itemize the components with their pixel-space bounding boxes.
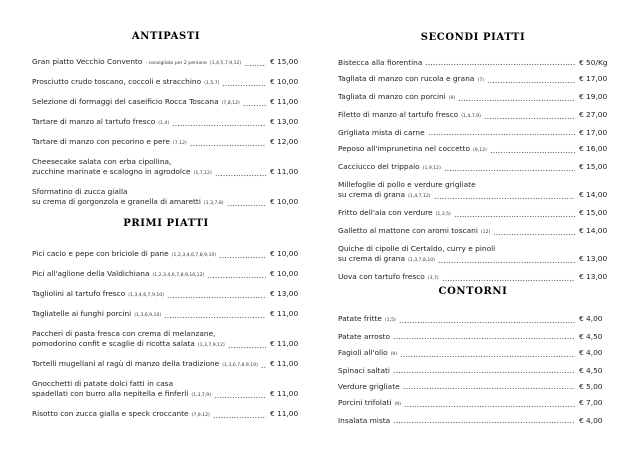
allergen-codes: (9,12) bbox=[472, 148, 487, 153]
dish-price: € 13,00 bbox=[579, 254, 608, 263]
dish-name: Tagliata di manzo con porcini bbox=[338, 92, 446, 101]
menu-item-line bbox=[338, 244, 608, 254]
menu-item bbox=[338, 110, 608, 122]
dot-leader bbox=[458, 96, 575, 102]
allergen-codes: (1,4,7,9) bbox=[461, 114, 481, 119]
dish-price: € 15,00 bbox=[579, 162, 608, 171]
dish-price: € 4,50 bbox=[579, 366, 603, 375]
dish-note: - consigliato per 2 persone bbox=[145, 61, 207, 66]
dish-name: Pici all'aglione della Valdichiana bbox=[32, 269, 150, 278]
menu-item bbox=[32, 157, 300, 179]
section-title-primi: PRIMI PIATTI bbox=[123, 218, 209, 229]
menu-item-line bbox=[32, 329, 300, 339]
menu-item-line bbox=[32, 409, 300, 421]
dish-name: Uova con tartufo fresco bbox=[338, 272, 425, 281]
dish-name: Filetto di manzo al tartufo fresco bbox=[338, 110, 459, 119]
menu-item bbox=[32, 77, 300, 89]
allergen-codes: (1,9,12) bbox=[422, 166, 441, 171]
dish-name: Tagliolini al tartufo fresco bbox=[32, 289, 126, 298]
allergen-codes: (3,7) bbox=[427, 276, 439, 281]
dot-leader bbox=[403, 384, 575, 390]
dish-price: € 19,00 bbox=[579, 92, 608, 101]
menu-item bbox=[338, 398, 608, 410]
contorni-list bbox=[338, 314, 608, 432]
dish-name: Selezione di formaggi del caseificio Rocca Toscana bbox=[32, 97, 219, 106]
menu-item-line bbox=[32, 77, 300, 89]
menu-item bbox=[32, 117, 300, 129]
menu-item bbox=[338, 128, 608, 138]
dish-price: € 12,00 bbox=[270, 137, 299, 146]
dish-name: Patate arrosto bbox=[338, 332, 390, 341]
dish-price: € 15,00 bbox=[579, 208, 608, 217]
menu-item-line bbox=[338, 74, 608, 86]
menu-item-line bbox=[338, 382, 608, 392]
section-title-contorni: CONTORNI bbox=[438, 286, 508, 297]
menu-item-line bbox=[32, 137, 300, 149]
dish-price: € 10,00 bbox=[270, 269, 299, 278]
menu-item bbox=[338, 208, 608, 220]
dish-name: Tartare di manzo al tartufo fresco bbox=[32, 117, 156, 126]
dish-name: Galletto al mattone con aromi toscani bbox=[338, 226, 478, 235]
menu-item-line bbox=[338, 348, 608, 360]
dish-price: € 11,00 bbox=[270, 167, 299, 176]
allergen-codes: (1,4,5,7,9,12) bbox=[209, 61, 242, 66]
menu-item bbox=[338, 366, 608, 376]
dish-name: spadellati con burro alla nepitella e finferli bbox=[32, 389, 189, 398]
dish-name: Tagliatelle ai funghi porcini bbox=[32, 309, 132, 318]
dish-price: € 5,00 bbox=[579, 382, 603, 391]
menu-item bbox=[32, 97, 300, 109]
section-title-antipasti: ANTIPASTI bbox=[131, 31, 201, 42]
dish-price: € 4,00 bbox=[579, 314, 603, 323]
allergen-codes: (7,9,12) bbox=[191, 413, 210, 418]
dish-price: € 11,00 bbox=[270, 409, 299, 418]
menu-item bbox=[338, 58, 608, 68]
dot-leader bbox=[400, 352, 575, 358]
dish-name: Gran piatto Vecchio Convento bbox=[32, 57, 143, 66]
dish-name: Gnocchetti di patate dolci fatti in casa bbox=[32, 379, 174, 388]
dot-leader bbox=[454, 212, 575, 218]
dot-leader bbox=[438, 258, 575, 264]
menu-item-line bbox=[32, 167, 300, 179]
menu-item-line bbox=[32, 289, 300, 301]
allergen-codes: (1,2,3,4,6,7,8,9,10) bbox=[171, 253, 217, 258]
menu-item bbox=[338, 272, 608, 284]
dish-name: Spinaci saltati bbox=[338, 366, 390, 375]
menu-item bbox=[338, 332, 608, 342]
menu-item-line bbox=[32, 309, 300, 321]
dish-name: Cacciucco del trippaio bbox=[338, 162, 420, 171]
dish-name: Tagliata di manzo con rucola e grana bbox=[338, 74, 475, 83]
dish-price: € 16,00 bbox=[579, 144, 608, 153]
allergen-codes: (1,2,3,4,6,7,8,9,10,12) bbox=[152, 273, 205, 278]
dish-price: € 11,00 bbox=[270, 309, 299, 318]
dish-name: su crema di grana bbox=[338, 254, 406, 263]
dish-name: Tortelli mugellani al ragù di manzo della tradizione bbox=[32, 359, 220, 368]
dot-leader bbox=[444, 166, 575, 172]
dish-name: Paccheri di pasta fresca con crema di melanzane, bbox=[32, 329, 216, 338]
menu-item bbox=[32, 269, 300, 281]
menu-item bbox=[338, 416, 608, 426]
dot-leader bbox=[428, 130, 575, 136]
menu-item bbox=[32, 289, 300, 301]
menu-item bbox=[338, 348, 608, 360]
dot-leader bbox=[393, 334, 575, 340]
dot-leader bbox=[261, 363, 266, 369]
dish-name: pomodorino confit e scaglie di ricotta salata bbox=[32, 339, 195, 348]
menu-item-line bbox=[32, 379, 300, 389]
dish-price: € 10,00 bbox=[270, 77, 299, 86]
menu-item-line bbox=[338, 314, 608, 326]
dot-leader bbox=[214, 393, 266, 399]
menu-item-line bbox=[338, 226, 608, 238]
dish-price: € 15,00 bbox=[270, 57, 299, 66]
dish-name: Porcini trifolati bbox=[338, 398, 392, 407]
dish-price: € 13,00 bbox=[270, 289, 299, 298]
menu-item-line bbox=[32, 249, 300, 261]
dish-name: Tartare di manzo con pecorino e pere bbox=[32, 137, 170, 146]
primi-list bbox=[32, 249, 300, 429]
dish-price: € 7,00 bbox=[579, 398, 603, 407]
dot-leader bbox=[190, 141, 266, 147]
dish-price: € 11,00 bbox=[270, 359, 299, 368]
menu-item-line bbox=[32, 57, 300, 69]
menu-item bbox=[32, 359, 300, 371]
menu-item bbox=[32, 309, 300, 321]
dish-price: € 17,00 bbox=[579, 74, 608, 83]
dot-leader bbox=[227, 201, 266, 207]
allergen-codes: (1,3,7,8,10) bbox=[408, 258, 435, 263]
menu-item-line bbox=[338, 254, 608, 266]
allergen-codes: (1,3,5) bbox=[435, 212, 451, 217]
dish-name: zucchine marinate e scalogno in agrodolce bbox=[32, 167, 191, 176]
dot-leader bbox=[487, 78, 575, 84]
menu-item-line bbox=[32, 197, 300, 209]
dot-leader bbox=[244, 61, 266, 67]
secondi-list bbox=[338, 58, 608, 290]
menu-item bbox=[338, 144, 608, 156]
dish-name: Risotto con zucca gialla e speck croccante bbox=[32, 409, 189, 418]
menu-item bbox=[338, 226, 608, 238]
allergen-codes: (7) bbox=[477, 78, 484, 83]
dot-leader bbox=[484, 114, 575, 120]
allergen-codes: (12) bbox=[480, 230, 491, 235]
allergen-codes: (1,3,6,7,8,9,10) bbox=[222, 363, 258, 368]
menu-item-line bbox=[338, 144, 608, 156]
allergen-codes: (1,3,4,6,7,9,10) bbox=[128, 293, 164, 298]
dish-name: su crema di gorgonzola e granella di amaretti bbox=[32, 197, 201, 206]
menu-item bbox=[32, 187, 300, 209]
menu-item-line bbox=[338, 398, 608, 410]
dish-price: € 11,00 bbox=[270, 389, 299, 398]
dish-price: € 10,00 bbox=[270, 249, 299, 258]
allergen-codes: (1,3,7,9) bbox=[191, 393, 211, 398]
dot-leader bbox=[490, 148, 575, 154]
dish-name: Quiche di cipolle di Certaldo, curry e pinoli bbox=[338, 244, 496, 253]
dish-name: Verdure grigliate bbox=[338, 382, 400, 391]
dot-leader bbox=[222, 81, 266, 87]
menu-item-line bbox=[32, 359, 300, 371]
dot-leader bbox=[164, 313, 266, 319]
dot-leader bbox=[425, 60, 575, 66]
allergen-codes: (1,4,7,12) bbox=[408, 194, 431, 199]
menu-item-line bbox=[338, 128, 608, 138]
menu-item bbox=[338, 244, 608, 266]
dish-name: Millefoglie di pollo e verdure grigliate bbox=[338, 180, 476, 189]
menu-item-line bbox=[338, 416, 608, 426]
dish-price: € 50/Kg bbox=[579, 58, 608, 67]
allergen-codes: (9) bbox=[394, 402, 401, 407]
allergen-codes: (1,3,7,8) bbox=[203, 201, 224, 206]
dish-name: su crema di grana bbox=[338, 190, 406, 199]
dish-price: € 4,50 bbox=[579, 332, 603, 341]
menu-item-line bbox=[338, 180, 608, 190]
menu-item bbox=[32, 379, 300, 401]
dish-price: € 13,00 bbox=[579, 272, 608, 281]
allergen-codes: (1,4) bbox=[158, 121, 170, 126]
dot-leader bbox=[393, 418, 575, 424]
allergen-codes: (7,12) bbox=[172, 141, 187, 146]
menu-item-line bbox=[338, 272, 608, 284]
allergen-codes: (1,7,12) bbox=[193, 171, 212, 176]
menu-item-line bbox=[338, 366, 608, 376]
menu-item bbox=[338, 180, 608, 202]
menu-item-line bbox=[32, 117, 300, 129]
dish-price: € 14,00 bbox=[579, 226, 608, 235]
dish-name: Bistecca alla fiorentina bbox=[338, 58, 423, 67]
dot-leader bbox=[172, 121, 266, 127]
menu-item-line bbox=[338, 162, 608, 174]
allergen-codes: (9) bbox=[448, 96, 456, 101]
dish-name: Peposo all'imprunetina nel coccetto bbox=[338, 144, 470, 153]
dish-price: € 17,00 bbox=[579, 128, 608, 137]
dish-price: € 10,00 bbox=[270, 197, 299, 206]
menu-item-line bbox=[338, 332, 608, 342]
allergen-codes: (1,5) bbox=[384, 318, 396, 323]
menu-item bbox=[338, 162, 608, 174]
section-title-secondi: SECONDI PIATTI bbox=[420, 32, 526, 43]
dot-leader bbox=[213, 413, 266, 419]
menu-item-line bbox=[32, 389, 300, 401]
menu-item bbox=[338, 74, 608, 86]
allergen-codes: (1,3,7,9,12) bbox=[197, 343, 225, 348]
menu-item bbox=[338, 382, 608, 392]
dish-price: € 11,00 bbox=[270, 339, 299, 348]
dish-name: Insalata mista bbox=[338, 416, 391, 425]
dish-price: € 27,00 bbox=[579, 110, 608, 119]
allergen-codes: (7,8,12) bbox=[221, 101, 240, 106]
menu-item-line bbox=[338, 208, 608, 220]
menu-item-line bbox=[338, 58, 608, 68]
dot-leader bbox=[393, 368, 575, 374]
menu-item-line bbox=[338, 190, 608, 202]
dot-leader bbox=[399, 318, 575, 324]
menu-item bbox=[32, 137, 300, 149]
dish-name: Patate fritte bbox=[338, 314, 382, 323]
menu-item-line bbox=[32, 269, 300, 281]
menu-item bbox=[338, 92, 608, 104]
dish-name: Cheesecake salata con erba cipollina, bbox=[32, 157, 172, 166]
dot-leader bbox=[215, 171, 266, 177]
dish-price: € 4,00 bbox=[579, 348, 603, 357]
dish-name: Prosciutto crudo toscano, coccoli e stracchino bbox=[32, 77, 202, 86]
menu-item-line bbox=[338, 92, 608, 104]
dot-leader bbox=[207, 273, 266, 279]
menu-item-line bbox=[32, 157, 300, 167]
menu-item-line bbox=[32, 339, 300, 351]
dot-leader bbox=[243, 101, 266, 107]
menu-item bbox=[32, 57, 300, 69]
dish-name: Fritto dell'aia con verdure bbox=[338, 208, 433, 217]
allergen-codes: (1,5,7) bbox=[204, 81, 220, 86]
menu-item bbox=[32, 329, 300, 351]
dish-price: € 14,00 bbox=[579, 190, 608, 199]
menu-item bbox=[32, 409, 300, 421]
menu-item-line bbox=[338, 110, 608, 122]
menu-item-line bbox=[32, 187, 300, 197]
dish-name: Sformatino di zucca gialla bbox=[32, 187, 128, 196]
dot-leader bbox=[434, 194, 575, 200]
allergen-codes: (1,3,6,9,10) bbox=[134, 313, 162, 318]
dot-leader bbox=[219, 253, 266, 259]
dot-leader bbox=[404, 402, 575, 408]
dish-name: Pici cacio e pepe con briciole di pane bbox=[32, 249, 169, 258]
dish-name: Grigliata mista di carne bbox=[338, 128, 425, 137]
dish-price: € 11,00 bbox=[270, 97, 299, 106]
menu-item bbox=[32, 249, 300, 261]
menu-item-line bbox=[32, 97, 300, 109]
dish-name: Fagioli all'olio bbox=[338, 348, 388, 357]
dot-leader bbox=[442, 276, 575, 282]
dot-leader bbox=[228, 343, 266, 349]
dish-price: € 13,00 bbox=[270, 117, 299, 126]
menu-item bbox=[338, 314, 608, 326]
dish-price: € 4,00 bbox=[579, 416, 603, 425]
dot-leader bbox=[167, 293, 266, 299]
allergen-codes: (9) bbox=[390, 352, 398, 357]
dot-leader bbox=[493, 230, 575, 236]
antipasti-list bbox=[32, 57, 300, 217]
